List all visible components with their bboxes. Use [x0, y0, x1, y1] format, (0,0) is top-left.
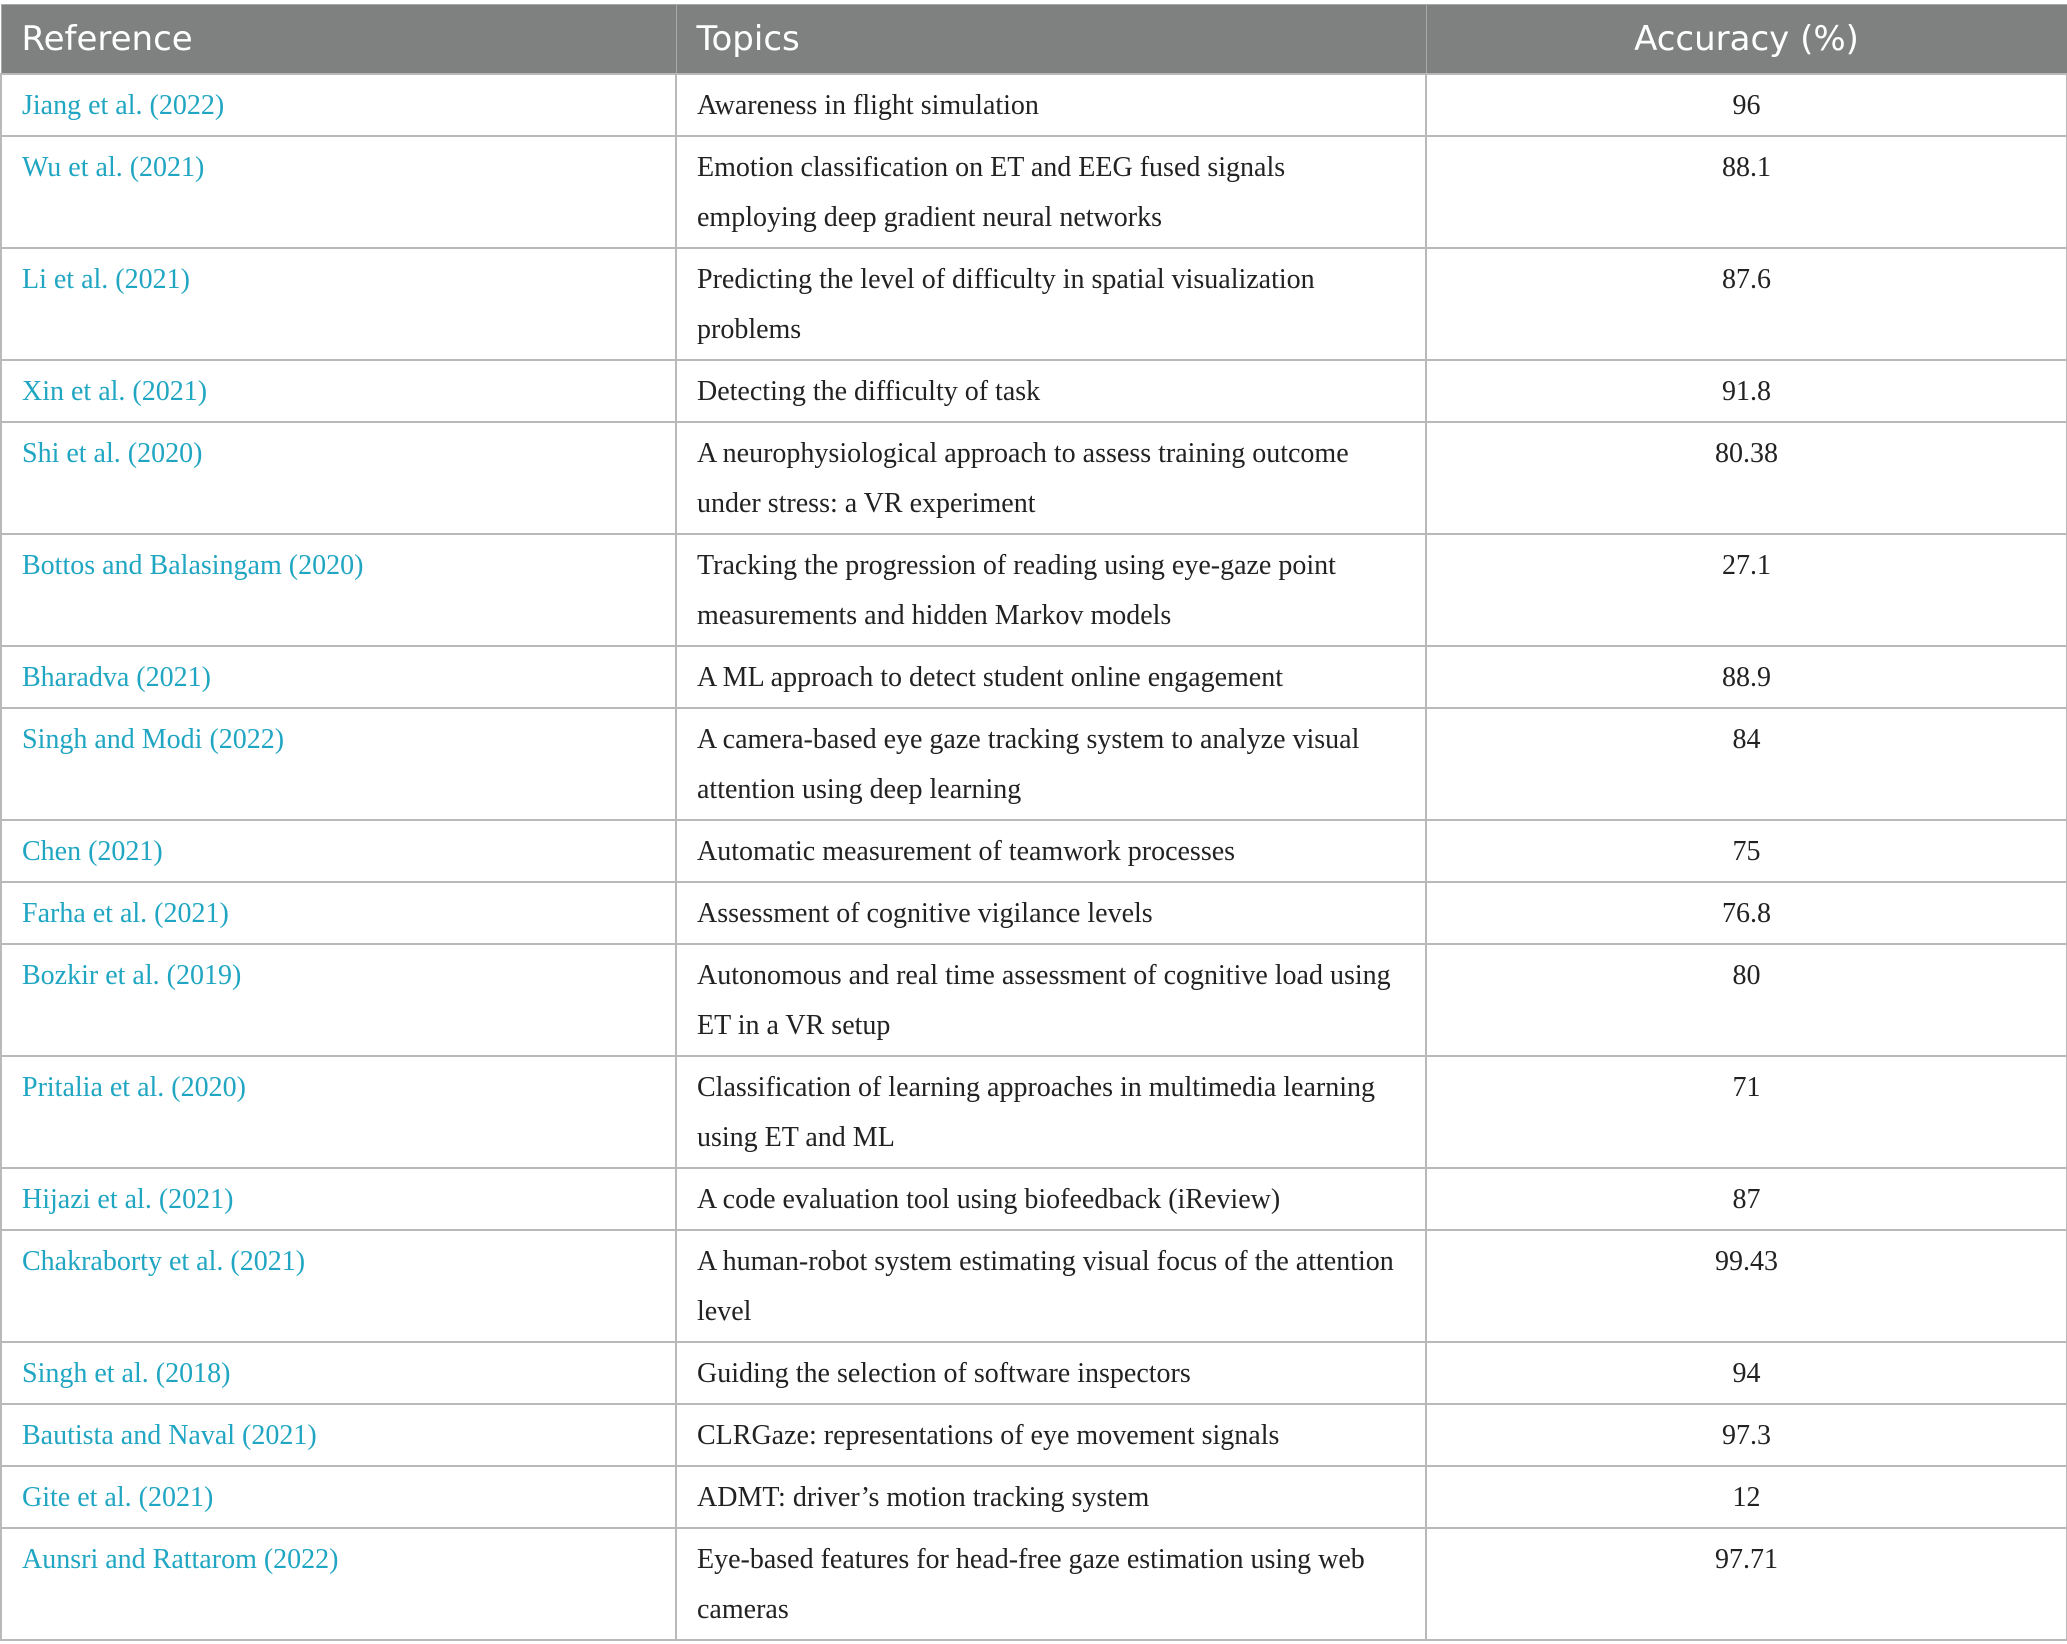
- table-row: [1, 1056, 2067, 1168]
- topic-cell: A ML approach to detect student online engagement: [676, 646, 1426, 708]
- reference-link[interactable]: Aunsri and Rattarom (2022): [1, 1528, 676, 1640]
- reference-link[interactable]: Wu et al. (2021): [1, 136, 676, 248]
- accuracy-cell: 91.8: [1426, 360, 2067, 422]
- topic-cell: Eye-based features for head-free gaze estimation using web cameras: [676, 1528, 1426, 1640]
- reference-link[interactable]: Singh and Modi (2022): [1, 708, 676, 820]
- topic-cell: A camera-based eye gaze tracking system to analyze visual attention using deep learning: [676, 708, 1426, 820]
- table-row: [1, 248, 2067, 360]
- table-row: [1, 1404, 2067, 1466]
- reference-link[interactable]: Pritalia et al. (2020): [1, 1056, 676, 1168]
- table-row: [1, 360, 2067, 422]
- accuracy-cell: 87.6: [1426, 248, 2067, 360]
- accuracy-cell: 87: [1426, 1168, 2067, 1230]
- accuracy-cell: 27.1: [1426, 534, 2067, 646]
- table-row: [1, 1466, 2067, 1528]
- header-row: [1, 5, 2067, 75]
- topic-cell: Classification of learning approaches in multimedia learning using ET and ML: [676, 1056, 1426, 1168]
- topic-cell: Tracking the progression of reading using eye-gaze point measurements and hidden Markov models: [676, 534, 1426, 646]
- accuracy-table-container: [0, 4, 2066, 1641]
- reference-link[interactable]: Bozkir et al. (2019): [1, 944, 676, 1056]
- topic-cell: ADMT: driver’s motion tracking system: [676, 1466, 1426, 1528]
- table-row: [1, 1168, 2067, 1230]
- header-accuracy: Accuracy (%): [1426, 5, 2067, 75]
- accuracy-cell: 97.71: [1426, 1528, 2067, 1640]
- table-row: [1, 1230, 2067, 1342]
- topic-cell: Assessment of cognitive vigilance levels: [676, 882, 1426, 944]
- reference-link[interactable]: Gite et al. (2021): [1, 1466, 676, 1528]
- reference-link[interactable]: Li et al. (2021): [1, 248, 676, 360]
- accuracy-cell: 96: [1426, 74, 2067, 136]
- accuracy-table: [0, 4, 2067, 1641]
- table-row: [1, 820, 2067, 882]
- topic-cell: CLRGaze: representations of eye movement signals: [676, 1404, 1426, 1466]
- table-row: [1, 1528, 2067, 1640]
- topic-cell: Automatic measurement of teamwork processes: [676, 820, 1426, 882]
- topic-cell: Detecting the difficulty of task: [676, 360, 1426, 422]
- accuracy-cell: 94: [1426, 1342, 2067, 1404]
- reference-link[interactable]: Singh et al. (2018): [1, 1342, 676, 1404]
- reference-link[interactable]: Chen (2021): [1, 820, 676, 882]
- accuracy-cell: 84: [1426, 708, 2067, 820]
- table-row: [1, 708, 2067, 820]
- accuracy-cell: 88.9: [1426, 646, 2067, 708]
- reference-link[interactable]: Shi et al. (2020): [1, 422, 676, 534]
- accuracy-cell: 80.38: [1426, 422, 2067, 534]
- topic-cell: Autonomous and real time assessment of cognitive load using ET in a VR setup: [676, 944, 1426, 1056]
- reference-link[interactable]: Jiang et al. (2022): [1, 74, 676, 136]
- topic-cell: A code evaluation tool using biofeedback (iReview): [676, 1168, 1426, 1230]
- accuracy-cell: 75: [1426, 820, 2067, 882]
- accuracy-cell: 76.8: [1426, 882, 2067, 944]
- accuracy-cell: 88.1: [1426, 136, 2067, 248]
- accuracy-cell: 71: [1426, 1056, 2067, 1168]
- table-row: [1, 136, 2067, 248]
- table-row: [1, 882, 2067, 944]
- topic-cell: Guiding the selection of software inspectors: [676, 1342, 1426, 1404]
- table-row: [1, 74, 2067, 136]
- topic-cell: Awareness in flight simulation: [676, 74, 1426, 136]
- table-row: [1, 422, 2067, 534]
- reference-link[interactable]: Bautista and Naval (2021): [1, 1404, 676, 1466]
- topic-cell: Emotion classification on ET and EEG fused signals employing deep gradient neural networks: [676, 136, 1426, 248]
- accuracy-cell: 97.3: [1426, 1404, 2067, 1466]
- reference-link[interactable]: Bharadva (2021): [1, 646, 676, 708]
- topic-cell: A human-robot system estimating visual focus of the attention level: [676, 1230, 1426, 1342]
- header-topics: Topics: [676, 5, 1426, 75]
- table-row: [1, 534, 2067, 646]
- reference-link[interactable]: Hijazi et al. (2021): [1, 1168, 676, 1230]
- reference-link[interactable]: Farha et al. (2021): [1, 882, 676, 944]
- table-header: [1, 5, 2067, 75]
- table-row: [1, 1342, 2067, 1404]
- topic-cell: A neurophysiological approach to assess training outcome under stress: a VR experiment: [676, 422, 1426, 534]
- accuracy-cell: 80: [1426, 944, 2067, 1056]
- table-row: [1, 646, 2067, 708]
- accuracy-cell: 99.43: [1426, 1230, 2067, 1342]
- topic-cell: Predicting the level of difficulty in spatial visualization problems: [676, 248, 1426, 360]
- table-row: [1, 944, 2067, 1056]
- reference-link[interactable]: Bottos and Balasingam (2020): [1, 534, 676, 646]
- reference-link[interactable]: Chakraborty et al. (2021): [1, 1230, 676, 1342]
- reference-link[interactable]: Xin et al. (2021): [1, 360, 676, 422]
- header-reference: Reference: [1, 5, 676, 75]
- table-body: [1, 74, 2067, 1640]
- accuracy-cell: 12: [1426, 1466, 2067, 1528]
